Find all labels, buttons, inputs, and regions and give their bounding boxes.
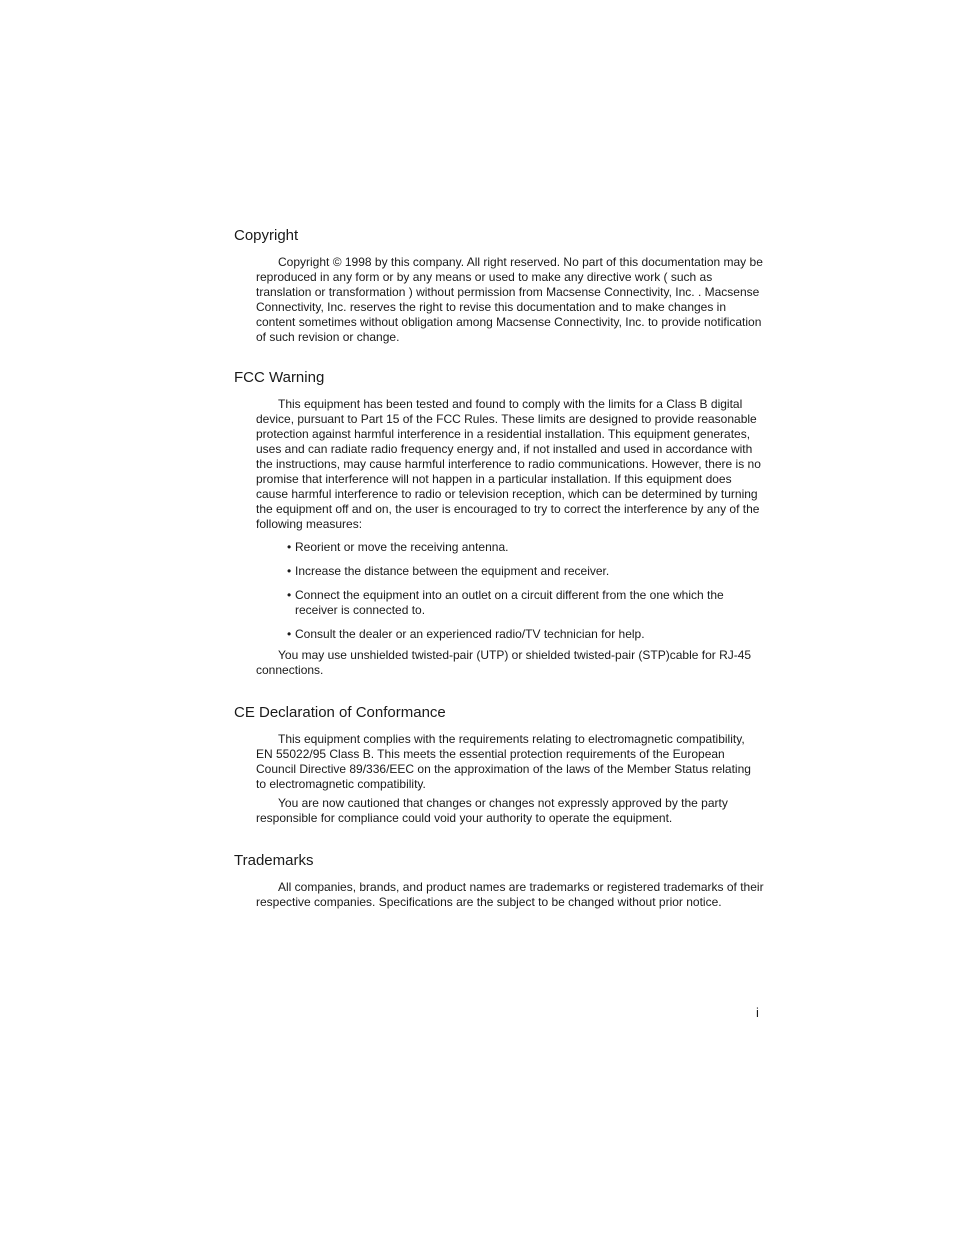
ce-compliance-paragraph: This equipment complies with the requirements relating to electromagnetic compatibility, EN 55022/95 Class B. This meets the essential protection requirements of the European Council Directive 89/336/EEC on the approximation of the laws of the Member Status relating to electromagnetic compatibility. bbox=[256, 732, 751, 791]
list-item bbox=[287, 540, 764, 555]
ce-declaration-heading: CE Declaration of Conformance bbox=[234, 704, 446, 721]
fcc-warning-section bbox=[234, 368, 764, 678]
list-item-text: Increase the distance between the equipment and receiver. bbox=[295, 564, 610, 578]
copyright-paragraph: Copyright © 1998 by this company. All right reserved. No part of this documentation may be reproduced in any form or by any means or used to make any directive work ( such as translation or transformation ) without permission from Macsense Connectivity, Inc. . Macsense Connectivity, Inc. reserves the right to revise this documentation and to make changes in content sometimes without obligation among Macsense Connectivity, Inc. to provide notification of such revision or change. bbox=[256, 255, 763, 344]
bullet-icon: • bbox=[287, 540, 292, 554]
ce-declaration-section bbox=[234, 703, 764, 826]
trademarks-section bbox=[234, 851, 764, 910]
fcc-cable-paragraph: You may use unshielded twisted-pair (UTP) or shielded twisted-pair (STP)cable for RJ-45 connections. bbox=[256, 648, 752, 677]
copyright-section bbox=[234, 226, 764, 345]
trademarks-paragraph: All companies, brands, and product names are trademarks or registered trademarks of their respective companies. Specifications are the subject to be changed without prior notice. bbox=[256, 880, 764, 909]
trademarks-heading: Trademarks bbox=[234, 852, 314, 869]
list-item bbox=[287, 564, 764, 579]
copyright-heading: Copyright bbox=[234, 227, 299, 244]
list-item bbox=[287, 627, 764, 642]
fcc-measures-list bbox=[287, 540, 764, 642]
list-item-text: Connect the equipment into an outlet on a circuit different from the one which the receiver is connected to. bbox=[295, 588, 724, 617]
fcc-warning-heading: FCC Warning bbox=[234, 369, 325, 386]
list-item-text: Reorient or move the receiving antenna. bbox=[295, 540, 509, 554]
document-body bbox=[234, 226, 764, 914]
bullet-icon: • bbox=[287, 627, 292, 641]
ce-caution-paragraph: You are now cautioned that changes or changes not expressly approved by the party responsible for compliance could void your authority to operate the equipment. bbox=[256, 796, 728, 825]
list-item bbox=[287, 588, 764, 618]
page-number: i bbox=[756, 1005, 759, 1020]
bullet-icon: • bbox=[287, 564, 292, 578]
list-item-text: Consult the dealer or an experienced radio/TV technician for help. bbox=[295, 627, 645, 641]
bullet-icon: • bbox=[287, 588, 292, 602]
fcc-intro-paragraph: This equipment has been tested and found to comply with the limits for a Class B digital device, pursuant to Part 15 of the FCC Rules. These limits are designed to provide reasonable protection against harmful interference in a residential installation. This equipment generates, uses and can radiate radio frequency energy and, if not installed and used in accordance with the instructions, may cause harmful interference to radio communications. However, there is no promise that interference will not happen in a particular installation. If this equipment does cause harmful interference to radio or television reception, which can be determined by turning the equipment off and on, the user is encouraged to try to correct the interference by any of the following measures: bbox=[256, 397, 761, 531]
